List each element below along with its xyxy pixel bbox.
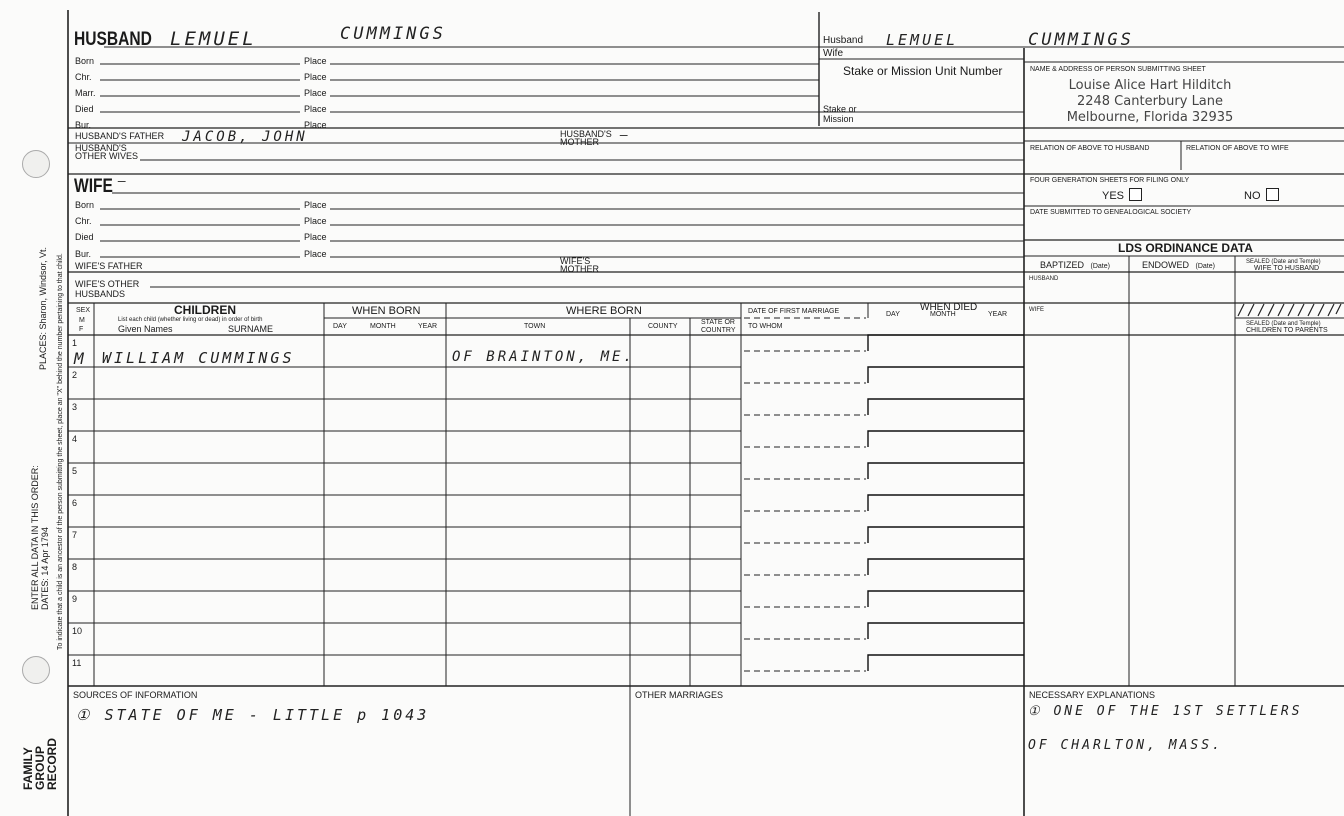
- husbands-other-wives-label: HUSBAND'S OTHER WIVES: [75, 143, 139, 161]
- explanations-label: NECESSARY EXPLANATIONS: [1029, 690, 1156, 700]
- baptized-text: BAPTIZED: [1040, 260, 1085, 270]
- died-year-label: YEAR: [988, 311, 1008, 318]
- record-title-2: GROUP: [33, 745, 47, 790]
- sealed-top-label: SEALED (Date and Temple): [1246, 259, 1321, 265]
- stake-or-label: Stake or: [823, 104, 857, 114]
- died-day-label: DAY: [886, 311, 900, 318]
- places-note: PLACES: Sharon, Windsor, Vt.: [38, 246, 48, 370]
- row-number: 4: [72, 434, 78, 444]
- yes-label: YES: [1102, 190, 1125, 202]
- row-number: 5: [72, 466, 78, 476]
- where-born-label: WHERE BORN: [566, 305, 642, 317]
- lds-row-husband: HUSBAND: [1029, 276, 1059, 282]
- husband-marr-label: Marr.: [75, 88, 96, 98]
- to-whom-label: TO WHOM: [748, 323, 783, 330]
- submitter-street: 2248 Canterbury Lane: [1076, 94, 1224, 109]
- wife-bur-label: Bur.: [75, 249, 92, 259]
- husbands-mother-value: —: [620, 128, 631, 143]
- right-husband-first: LEMUEL: [886, 31, 959, 49]
- sealed-children-label-2: CHILDREN TO PARENTS: [1246, 327, 1328, 334]
- wife-born-label: Born: [75, 200, 95, 210]
- died-month-label: MONTH: [930, 311, 956, 318]
- born-month-label: MONTH: [370, 323, 396, 330]
- wife-label: WIFE: [74, 176, 113, 197]
- child1-sex: M: [74, 349, 87, 368]
- husbands-mother-label: HUSBAND'S MOTHER: [560, 129, 612, 147]
- husband-first-name: LEMUEL: [170, 28, 257, 50]
- row-number: 3: [72, 402, 78, 412]
- country-label: COUNTRY: [701, 327, 736, 334]
- row-number: 7: [72, 530, 78, 540]
- row-number: 8: [72, 562, 78, 572]
- enter-all-note: ENTER ALL DATA IN THIS ORDER:: [30, 465, 40, 610]
- sources-value: ① STATE OF ME - LITTLE p 1043: [76, 706, 430, 724]
- wife-chr-label: Chr.: [75, 216, 92, 226]
- husband-died-label: Died: [75, 104, 94, 114]
- endowed-text: ENDOWED: [1142, 260, 1189, 270]
- record-title-3: RECORD: [45, 737, 59, 790]
- husband-chr-place-label: Place: [304, 72, 327, 82]
- husband-label: HUSBAND: [74, 29, 152, 50]
- explanation-line-1: ① ONE OF THE 1ST SETTLERS: [1028, 704, 1303, 719]
- baptized-label: [1040, 260, 1110, 272]
- sex-m-label: M: [79, 317, 85, 324]
- wife-to-husband-label: WIFE TO HUSBAND: [1254, 265, 1320, 272]
- endowed-date-word: (Date): [1195, 263, 1215, 270]
- husbands-father-label: HUSBAND'S FATHER: [75, 131, 165, 141]
- husband-died-place-label: Place: [304, 104, 327, 114]
- surname-label: SURNAME: [228, 324, 274, 334]
- row-number: 11: [72, 658, 82, 668]
- husband-last-name: CUMMINGS: [340, 24, 446, 44]
- no-label: NO: [1244, 190, 1261, 202]
- husband-marr-place-label: Place: [304, 88, 327, 98]
- husband-born-place-label: Place: [304, 56, 327, 66]
- state-or-label: STATE OR: [701, 319, 735, 326]
- yes-checkbox[interactable]: [1129, 188, 1142, 201]
- row-number: 1: [72, 338, 78, 348]
- sealed-children-label-1: SEALED (Date and Temple): [1246, 321, 1321, 327]
- child1-name: WILLIAM CUMMINGS: [102, 349, 295, 367]
- given-names-label: Given Names: [118, 324, 173, 334]
- lds-title: LDS ORDINANCE DATA: [1118, 241, 1253, 255]
- town-label: TOWN: [524, 323, 546, 330]
- wife-died-label: Died: [75, 232, 94, 242]
- child1-town: OF BRAINTON, ME.: [452, 349, 635, 365]
- row-number: 10: [72, 626, 83, 636]
- born-year-label: YEAR: [418, 323, 438, 330]
- row-number: 6: [72, 498, 78, 508]
- when-died-label: WHEN DIED: [920, 302, 978, 313]
- row-number: 9: [72, 594, 78, 604]
- children-title: CHILDREN: [174, 303, 236, 317]
- mission-label: Mission: [823, 114, 854, 124]
- relation-husband-label: RELATION OF ABOVE TO HUSBAND: [1030, 145, 1150, 152]
- husband-bur-label: Bur.: [75, 120, 92, 130]
- dates-note: DATES: 14 Apr 1794: [40, 527, 50, 610]
- when-born-label: WHEN BORN: [352, 305, 421, 317]
- date-submitted-label: DATE SUBMITTED TO GENEALOGICAL SOCIETY: [1030, 209, 1192, 216]
- husbands-father-value: JACOB, JOHN: [182, 129, 308, 145]
- wifes-mother-label: WIFE'S MOTHER: [560, 256, 599, 274]
- wife-bur-place-label: Place: [304, 249, 327, 259]
- wife-chr-place-label: Place: [304, 216, 327, 226]
- husband-born-label: Born: [75, 56, 95, 66]
- children-sub: List each child (whether living or dead) in order of birth: [118, 317, 263, 323]
- relation-wife-label: RELATION OF ABOVE TO WIFE: [1186, 145, 1289, 152]
- born-day-label: DAY: [333, 323, 347, 330]
- record-title-1: FAMILY: [21, 747, 35, 790]
- other-marriages-label: OTHER MARRIAGES: [635, 690, 724, 700]
- sources-label: SOURCES OF INFORMATION: [73, 690, 198, 700]
- right-husband-label: Husband: [823, 35, 864, 46]
- husband-chr-label: Chr.: [75, 72, 92, 82]
- right-wife-label: Wife: [823, 48, 843, 59]
- no-checkbox[interactable]: [1266, 188, 1279, 201]
- stake-unit-label: Stake or Mission Unit Number: [843, 64, 1003, 78]
- baptized-date-word: (Date): [1090, 263, 1110, 270]
- wife-value: —: [118, 174, 129, 189]
- submitter-city: Melbourne, Florida 32935: [1066, 110, 1234, 125]
- sex-f-label: F: [79, 326, 84, 333]
- submitter-name: Louise Alice Hart Hilditch: [1068, 78, 1232, 93]
- lds-row-wife: WIFE: [1029, 307, 1044, 313]
- sex-label: SEX: [76, 307, 91, 314]
- first-marriage-label: DATE OF FIRST MARRIAGE: [748, 308, 840, 315]
- husband-bur-place-label: Place: [304, 120, 327, 130]
- wifes-other-husbands-label: WIFE'S OTHER HUSBANDS: [75, 279, 140, 299]
- wife-died-place-label: Place: [304, 232, 327, 242]
- submitter-label: NAME & ADDRESS OF PERSON SUBMITTING SHEET: [1030, 66, 1206, 73]
- four-gen-label: FOUR GENERATION SHEETS FOR FILING ONLY: [1030, 177, 1190, 184]
- wife-born-place-label: Place: [304, 200, 327, 210]
- explanation-line-2: OF CHARLTON, MASS.: [1028, 738, 1223, 753]
- indicate-note: To indicate that a child is an ancestor of the person submitting the sheet, place an "X" behind the number pertaining to that child.: [57, 253, 64, 650]
- right-husband-last: CUMMINGS: [1028, 30, 1134, 50]
- wifes-father-label: WIFE'S FATHER: [75, 261, 143, 271]
- county-label: COUNTY: [648, 323, 678, 330]
- row-number: 2: [72, 370, 78, 380]
- endowed-label: [1142, 260, 1215, 272]
